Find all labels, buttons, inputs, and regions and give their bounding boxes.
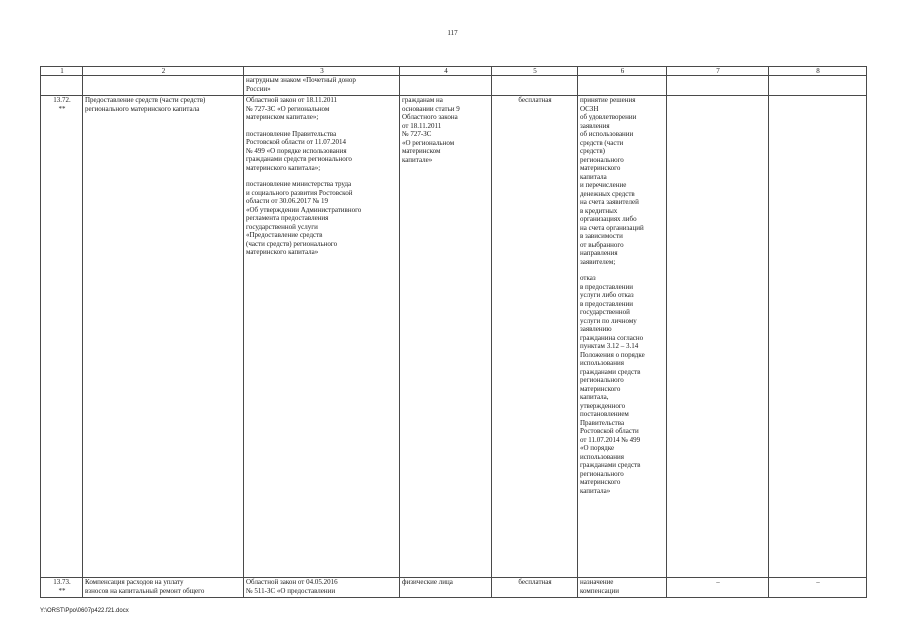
column-number: 4 <box>400 67 492 76</box>
column8-cell <box>769 96 867 578</box>
legal-basis-cell: Областной закон от 18.11.2011 № 727-ЗС «О региональном материнском капитале»; постановление Правительства Ростовской области от 11.07.2014 № 499 «О порядке использования гражданами средств регионального материнского капитала»; постановление министерства труда и социального развития Ростовской области от 30.06.2017 № 19 «Об утверждении Административного регламента предоставления государственной услуги «Предоставление средств (части средств) регионального материнского капитала» <box>244 96 400 578</box>
payment-cell: бесплатная <box>492 578 578 598</box>
column7-cell <box>667 76 769 96</box>
column-number: 7 <box>667 67 769 76</box>
legal-basis-cell: нагрудным знаком «Почетный донор России» <box>244 76 400 96</box>
result-cell: принятие решения ОСЗН об удовлетворении заявления об использовании средств (части средств) регионального материнского капитала и перечисление денежных средств на счета заявителей в кредитных организациях либо на счета организаций в зависимости от выбранного направления заявителем; отказ в предоставлении услуги либо отказ в предоставлении государственной услуги по личному заявлению гражданина согласно пунктам 3.12 – 3.14 Положения о порядке использования гражданами средств регионального материнского капитала, утвержденного постановлением Правительства Ростовской области от 11.07.2014 № 499 «О порядке использования гражданами средств регионального материнского капитала» <box>578 96 667 578</box>
table-row-13-72 <box>41 96 867 578</box>
service-name-cell: Предоставление средств (части средств) регионального материнского капитала <box>83 96 244 578</box>
service-name-cell <box>83 76 244 96</box>
row-number-cell <box>41 76 83 96</box>
column8-cell <box>769 76 867 96</box>
services-table <box>40 66 867 598</box>
column7-cell <box>667 96 769 578</box>
row-number-cell: 13.72. ** <box>41 96 83 578</box>
column7-cell: – <box>667 578 769 598</box>
row-number-cell: 13.73. ** <box>41 578 83 598</box>
column-number: 2 <box>83 67 244 76</box>
page-number: 117 <box>447 29 458 37</box>
recipients-cell <box>400 76 492 96</box>
recipients-cell: гражданам на основании статьи 9 Областного закона от 18.11.2011 № 727-ЗС «О региональном материнском капитале» <box>400 96 492 578</box>
file-path-footer: Y:\ORST\Ppo\0607p422.f21.docx <box>40 608 129 614</box>
result-cell <box>578 76 667 96</box>
table-row-13-73 <box>41 578 867 598</box>
result-cell: назначение компенсации <box>578 578 667 598</box>
column8-cell: – <box>769 578 867 598</box>
payment-cell <box>492 76 578 96</box>
legal-basis-cell: Областной закон от 04.05.2016 № 511-ЗС «О предоставлении <box>244 578 400 598</box>
column-number: 1 <box>41 67 83 76</box>
column-number: 8 <box>769 67 867 76</box>
recipients-cell: физические лица <box>400 578 492 598</box>
column-number: 3 <box>244 67 400 76</box>
service-name-cell: Компенсация расходов на уплату взносов на капитальный ремонт общего <box>83 578 244 598</box>
table-header-row <box>41 67 867 76</box>
column-number: 6 <box>578 67 667 76</box>
table-row-continuation <box>41 76 867 96</box>
payment-cell: бесплатная <box>492 96 578 578</box>
column-number: 5 <box>492 67 578 76</box>
